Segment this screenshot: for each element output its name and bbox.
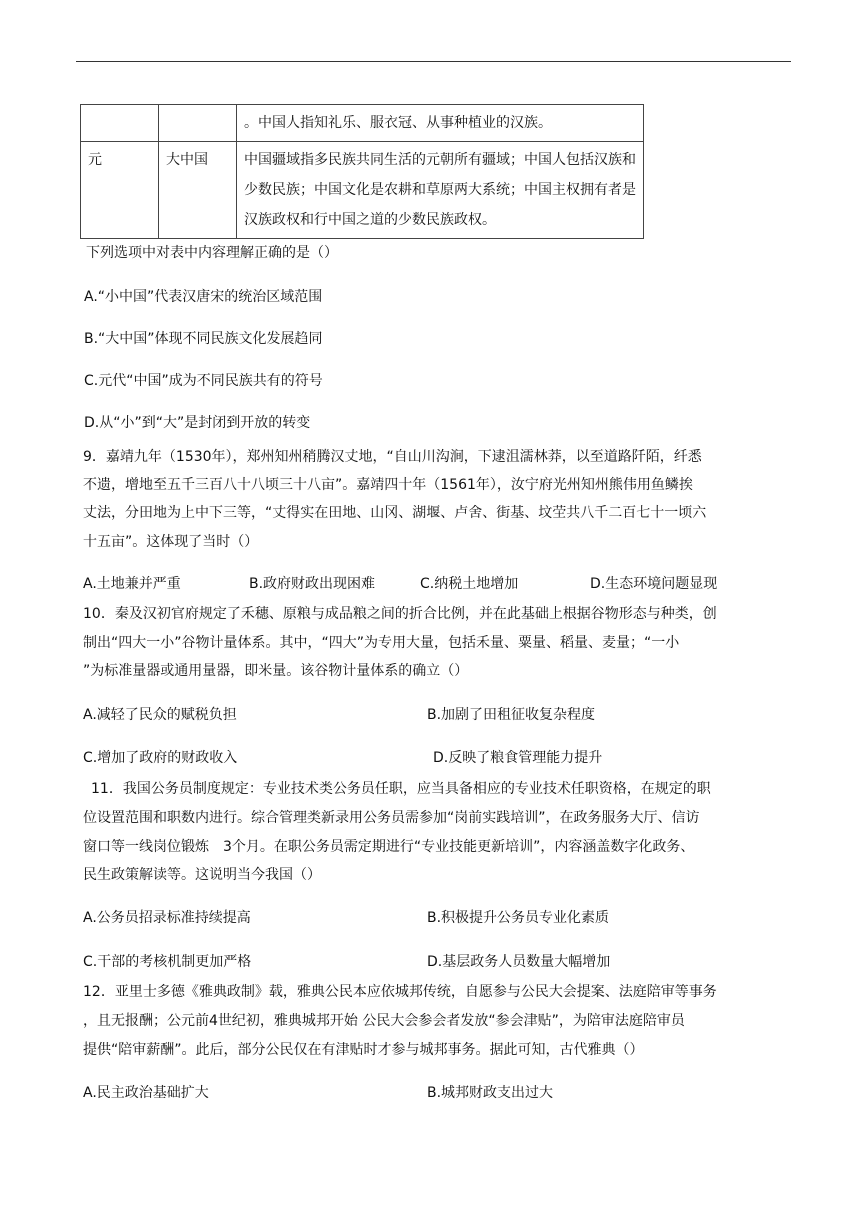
option-a[interactable]: A.减轻了民众的赋税负担: [83, 707, 237, 723]
question-12-line: ，且无报酬；公元前4世纪初，雅典城邦开始 公民大会参会者发放“参会津贴”，为陪审法庭陪审员: [83, 1013, 685, 1029]
question-12-line: 12．亚里士多德《雅典政制》载，雅典公民本应依城邦传统，自愿参与公民大会提案、法庭陪审等事务: [83, 984, 717, 1000]
table-cell: 。中国人指知礼乐、服衣冠、从事种植业的汉族。: [237, 105, 644, 142]
option-a[interactable]: A.土地兼并严重: [83, 576, 181, 592]
option-c[interactable]: C.增加了政府的财政收入: [83, 750, 238, 766]
table-cell: [159, 105, 237, 142]
question-11-line: 位设置范围和职数内进行。综合管理类新录用公务员需参加“岗前实践培训”，在政务服务大厅、信访: [83, 810, 700, 826]
option-c[interactable]: C.干部的考核机制更加严格: [83, 954, 252, 970]
option-c[interactable]: C.纳税土地增加: [420, 576, 519, 592]
option-d[interactable]: D.基层政务人员数量大幅增加: [427, 954, 611, 970]
option-b[interactable]: B.“大中国”体现不同民族文化发展趋同: [84, 331, 323, 347]
option-b[interactable]: B.政府财政出现困难: [249, 576, 376, 592]
option-a[interactable]: A.民主政治基础扩大: [83, 1085, 209, 1101]
option-b[interactable]: B.加剧了田租征收复杂程度: [427, 707, 596, 723]
question-9-line: 丈法，分田地为上中下三等，“丈得实在田地、山冈、湖堰、卢舍、街基、坟茔共八千二百七十一顷六: [83, 505, 707, 521]
table-row: [81, 105, 644, 142]
table-row: [81, 142, 644, 239]
question-12-line: 提供“陪审薪酬”。此后，部分公民仅在有津贴时才参与城邦事务。据此可知，古代雅典（）: [83, 1042, 644, 1058]
table-cell: 大中国: [159, 142, 237, 239]
question-9-line: 不遗，增地至五千三百八十八顷三十八亩”。嘉靖四十年（1561年），汝宁府光州知州熊伟用鱼鳞挨: [83, 477, 693, 493]
table-cell: 中国疆域指多民族共同生活的元朝所有疆域；中国人包括汉族和少数民族；中国文化是农耕和草原两大系统；中国主权拥有者是汉族政权和行中国之道的少数民族政权。: [237, 142, 644, 239]
question-10-line: ”为标准量器或通用量器，即米量。该谷物计量体系的确立（）: [83, 663, 469, 679]
option-d[interactable]: D.从“小”到“大”是封闭到开放的转变: [84, 415, 311, 431]
comparison-table: [80, 104, 644, 239]
question-9-line: 十五亩”。这体现了当时（）: [83, 534, 259, 550]
question-10-line: 10．秦及汉初官府规定了禾穗、原粮与成品粮之间的折合比例，并在此基础上根据谷物形态与种类，创: [83, 606, 717, 622]
option-c[interactable]: C.元代“中国”成为不同民族共有的符号: [84, 373, 323, 389]
option-b[interactable]: B.城邦财政支出过大: [427, 1085, 554, 1101]
option-d[interactable]: D.生态环境问题显现: [590, 576, 718, 592]
question-11-line: 11．我国公务员制度规定：专业技术类公务员任职，应当具备相应的专业技术任职资格，在规定的职: [91, 781, 711, 797]
table-cell: 元: [81, 142, 159, 239]
question-11-line: 民生政策解读等。这说明当今我国（）: [83, 867, 321, 883]
option-d[interactable]: D.反映了粮食管理能力提升: [433, 750, 603, 766]
option-b[interactable]: B.积极提升公务员专业化素质: [427, 910, 610, 926]
question-stem: 下列选项中对表中内容理解正确的是（）: [86, 245, 338, 261]
question-9-line: 9．嘉靖九年（1530年），郑州知州稍腾汉丈地，“自山川沟涧，下逮沮濡林莽，以至道路阡陌，纤悉: [83, 449, 702, 465]
option-a[interactable]: A.“小中国”代表汉唐宋的统治区域范围: [84, 289, 323, 305]
table-cell: [81, 105, 159, 142]
question-10-line: 制出“四大一小”谷物计量体系。其中，“四大”为专用大量，包括禾量、粟量、稻量、麦量；“一小: [83, 635, 680, 651]
header-rule: [76, 61, 791, 62]
option-a[interactable]: A.公务员招录标准持续提高: [83, 910, 251, 926]
question-11-line: 窗口等一线岗位锻炼 3个月。在职公务员需定期进行“专业技能更新培训”，内容涵盖数字化政务、: [83, 839, 695, 855]
